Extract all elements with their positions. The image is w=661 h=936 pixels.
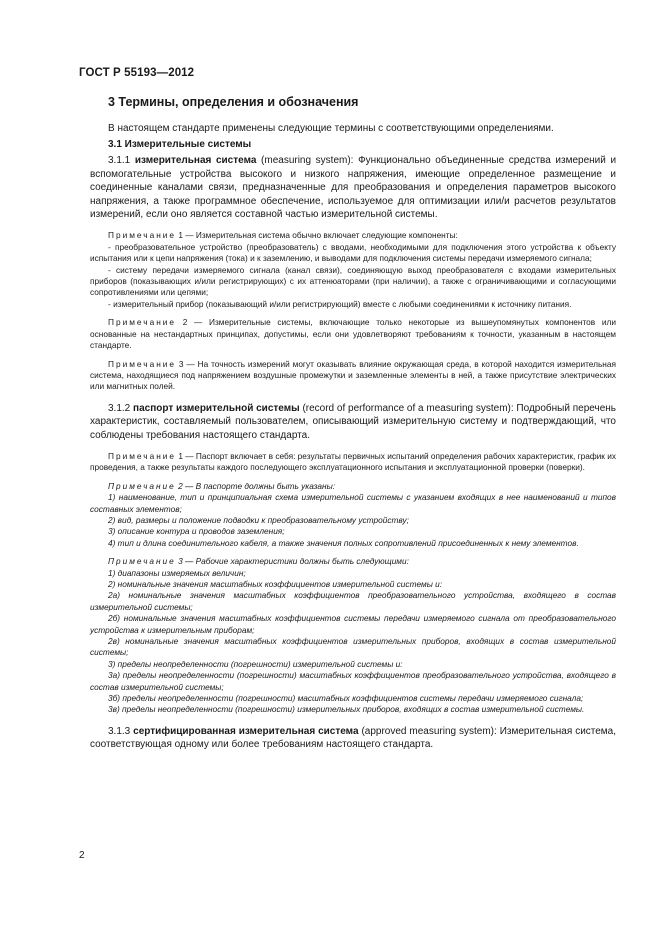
note-item: 3) описание контура и проводов заземления; — [108, 526, 285, 537]
page-content — [90, 95, 616, 752]
note-label: Примечание — [108, 450, 177, 461]
note-label: Примечание — [108, 556, 176, 567]
note — [90, 317, 616, 351]
note-item: - преобразовательное устройство (преобразователь) с вводами, необходимыми для подключения этого устройства к объекту испытания или к цепи напряжения (тока) и к заземлению, и выводами для подключения системы передачи измеряемого сигнала; — [90, 241, 616, 264]
page-number: 2 — [79, 850, 85, 861]
term-english: (approved measuring system): — [361, 725, 497, 737]
term-number: 3.1.2 — [108, 402, 131, 414]
note-text: 2 — В паспорте должны быть указаны: — [178, 480, 335, 491]
note-item: 2в) номинальные значения масштабных коэффициентов измерительных приборов, входящих в состав измерительной системы; — [90, 636, 616, 658]
note-item: 3а) пределы неопределенности (погрешности) масштабных коэффициентов преобразовательного устройства, входящего в состав измерительной системы; — [90, 670, 616, 692]
note-item: - измерительный прибор (показывающий и/или регистрирующий) вместе с любыми соединениями к источнику питания. — [108, 298, 572, 309]
note-item: 2б) номинальные значения масштабных коэффициентов системы передачи измеряемого сигнала от преобразовательного устройства к измерительным приборам; — [90, 613, 616, 635]
term-name: измерительная система — [134, 155, 257, 167]
note-item: 2) номинальные значения масштабных коэффициентов измерительной системы и: — [108, 579, 443, 589]
note-text: 1 — Паспорт включает в себя: результаты первичных испытаний определения рабочих характеристик, график их проведения, а также результаты каждого последующего эксплуатационного испытания и эксплуатационной проверки (поверки). — [90, 450, 617, 473]
note-label: Примечание — [108, 317, 177, 328]
note-item: 4) тип и длина соединительного кабеля, а также значения полных сопротивлений присоединенных к нему элементов. — [108, 537, 579, 548]
note — [90, 451, 616, 474]
note-item: 3) пределы неопределенности (погрешности) измерительной системы и: — [108, 658, 403, 669]
term-3-1-1 — [90, 154, 616, 221]
term-definition: Подробный перечень характеристик, составляемый пользователем, описывающий измерительную систему и подтверждающий, что соблюдены требования настоящего стандарта. — [90, 402, 616, 441]
term-english: (measuring system): — [261, 155, 354, 167]
note-label: Примечание — [108, 480, 176, 491]
term-english: (record of performance of a measuring system): — [302, 402, 514, 414]
document-header: ГОСТ Р 55193—2012 — [79, 67, 195, 79]
note-text: 3 — На точность измерений могут оказывать влияние окружающая среда, в которой находится измерительная система, находящиеся под напряжением воздушные промежутки и заземленные элементы в ней, а также присутствие электрических или магнитных полей. — [90, 358, 616, 392]
note-item: 3в) пределы неопределенности (погрешности) измерительных приборов, входящих в состав измерительной системы. — [108, 704, 585, 715]
note-text: 2 — Измерительные системы, включающие только некоторые из вышеупомянутых компонентов или основанные на нестандартных принципах, допустимы, если они удовлетворяют требованиям к точности, указанным в настоящем стандарте. — [90, 317, 616, 351]
term-definition: Измерительная система, соответствующая одному или более требованиям настоящего стандарта. — [90, 725, 617, 751]
term-3-1-2 — [90, 402, 616, 442]
note — [90, 230, 616, 241]
note-item: - систему передачи измеряемого сигнала (канал связи), соединяющую выход преобразователя с входами измерительных приборов (показывающих и/или регистрирующих) с их аттенюаторами (при наличии), а также с ограничивающими и согласующими сопротивлениями или цепями; — [90, 264, 616, 298]
note — [90, 481, 616, 492]
note — [90, 556, 616, 567]
note-item: 1) наименование, тип и принципиальная схема измерительной системы с указанием входящих в нее наименований и типов составных элементов; — [90, 492, 616, 514]
term-3-1-3 — [90, 725, 616, 752]
subsection-title: 3.1 Измерительные системы — [108, 139, 252, 151]
term-name: паспорт измерительной системы — [133, 402, 300, 414]
term-definition: Функционально объединенные средства измерений и вспомогательные устройства высокого и низкого напряжения, имеющие определенное размещение и соединенные каналами связи, предназначенные для преобразования и определения параметров высокого напряжения, а также программное обеспечение, используемое для оптимизации или/и расчетов результатов измерений, если оно является составной частью измерительной системы. — [90, 155, 617, 221]
note-item: 2) вид, размеры и положение подводки к преобразовательному устройству; — [108, 514, 409, 525]
note-label: Примечание — [108, 230, 177, 241]
term-number: 3.1.3 — [108, 725, 131, 737]
note-item: 3б) пределы неопределенности (погрешности) масштабных коэффициентов системы передачи измеряемого сигнала; — [108, 693, 584, 704]
note-label: Примечание — [108, 358, 177, 369]
term-name: сертифицированная измерительная система — [133, 725, 359, 737]
note-text: 3 — Рабочие характеристики должны быть следующими: — [178, 556, 409, 567]
note-item: 2а) номинальные значения масштабных коэффициентов преобразовательного устройства, входящего в состав измерительной системы; — [90, 590, 616, 612]
note-text: 1 — Измерительная система обычно включает следующие компоненты: — [178, 230, 458, 241]
note — [90, 359, 616, 393]
section-intro: В настоящем стандарте применены следующие термины с соответствующими определениями. — [108, 123, 554, 134]
note-item: 1) диапазоны измеряемых величин; — [108, 567, 246, 578]
section-title: 3 Термины, определения и обозначения — [108, 95, 359, 109]
term-number: 3.1.1 — [108, 155, 131, 167]
